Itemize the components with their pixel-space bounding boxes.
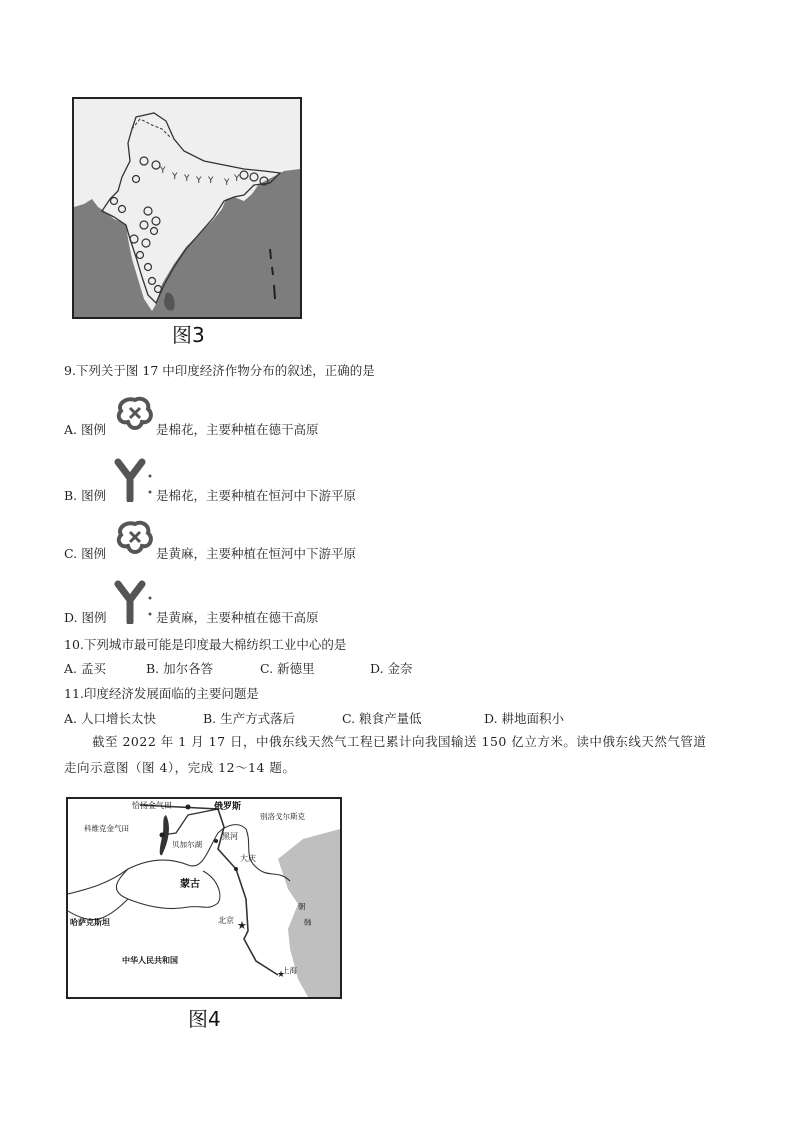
option-prefix: A. 图例 — [64, 422, 106, 437]
question-10-option-a[interactable]: A. 孟买 — [64, 661, 106, 676]
option-text: 是棉花，主要种植在恒河中下游平原 — [156, 488, 357, 503]
option-text: 是黄麻，主要种植在德干高原 — [156, 610, 319, 625]
figure-4 — [66, 797, 342, 999]
jute-plant-icon — [112, 580, 154, 628]
jute-plant-icon — [112, 458, 154, 506]
india-crop-map — [74, 99, 300, 317]
label-shanghai: 上海 — [282, 966, 297, 975]
svg-text:Y: Y — [196, 176, 202, 186]
label-korea-north: 朝 — [298, 902, 306, 911]
land-area — [74, 99, 300, 311]
label-blagoveshchensk: 别洛戈尔斯克 — [260, 812, 305, 821]
question-9-option-c[interactable] — [64, 516, 424, 564]
chayanda-marker — [186, 805, 191, 810]
question-9-stem: 9.下列关于图 17 中印度经济作物分布的叙述，正确的是 — [64, 363, 375, 378]
label-chayanda: 恰扬金气田 — [132, 801, 172, 810]
question-10-stem: 10.下列城市最可能是印度最大棉纺织工业中心的是 — [64, 637, 347, 652]
label-heihe: 黑河 — [222, 832, 238, 841]
label-russia: 俄罗斯 — [214, 802, 242, 812]
sri-lanka — [164, 293, 175, 311]
question-11-option-d[interactable]: D. 耕地面积小 — [484, 711, 565, 726]
figure-4-caption: 图4 — [188, 1007, 221, 1031]
question-9-option-b[interactable] — [64, 458, 424, 506]
question-10-option-c[interactable]: C. 新德里 — [260, 661, 315, 676]
figure-3 — [72, 97, 302, 319]
pipeline-map — [68, 799, 340, 997]
passage-line-2: 走向示意图（图 4），完成 12～14 题。 — [64, 760, 296, 775]
cotton-boll-icon — [114, 394, 156, 438]
label-baikal: 贝加尔湖 — [172, 840, 202, 849]
label-kazakhstan: 哈萨克斯坦 — [70, 918, 110, 927]
label-kovykta: 科维克金气田 — [84, 824, 129, 833]
andaman-islands — [270, 249, 275, 299]
svg-text:Y: Y — [224, 178, 230, 188]
beijing-star: ★ — [237, 919, 247, 932]
label-china: 中华人民共和国 — [122, 956, 178, 965]
option-prefix: B. 图例 — [64, 488, 107, 503]
label-mongolia: 蒙古 — [180, 879, 200, 890]
question-11-option-b[interactable]: B. 生产方式落后 — [203, 711, 296, 726]
svg-text:Y: Y — [184, 174, 190, 184]
svg-text:Y: Y — [160, 166, 166, 176]
heihe-marker — [214, 839, 218, 843]
daqing-marker — [234, 867, 238, 871]
cotton-boll-icon — [114, 518, 156, 562]
label-daqing: 大庆 — [240, 854, 256, 863]
question-11-option-a[interactable]: A. 人口增长太快 — [64, 711, 156, 726]
label-beijing: 北京 — [218, 916, 234, 925]
option-prefix: C. 图例 — [64, 546, 107, 561]
svg-text:Y: Y — [208, 176, 214, 186]
option-prefix: D. 图例 — [64, 610, 107, 625]
question-9-option-a[interactable] — [64, 394, 394, 442]
svg-text:Y: Y — [172, 172, 178, 182]
question-9-option-d[interactable] — [64, 578, 424, 626]
passage-line-1: 截至 2022 年 1 月 17 日，中俄东线天然气工程已累计向我国输送 150 亿立方米。读中俄东线天然气管道 — [92, 734, 707, 749]
label-korea-south: 韩 — [304, 918, 312, 927]
question-11-stem: 11.印度经济发展面临的主要问题是 — [64, 686, 259, 701]
option-text: 是黄麻，主要种植在恒河中下游平原 — [156, 546, 357, 561]
figure-3-caption: 图3 — [172, 323, 205, 347]
question-10-option-b[interactable]: B. 加尔各答 — [146, 661, 214, 676]
shanghai-star: ★ — [277, 970, 286, 980]
question-11-option-c[interactable]: C. 粮食产量低 — [342, 711, 422, 726]
option-text: 是棉花，主要种植在德干高原 — [156, 422, 319, 437]
kovykta-marker — [160, 833, 165, 838]
svg-text:Y: Y — [234, 174, 240, 184]
question-10-option-d[interactable]: D. 金奈 — [370, 661, 413, 676]
